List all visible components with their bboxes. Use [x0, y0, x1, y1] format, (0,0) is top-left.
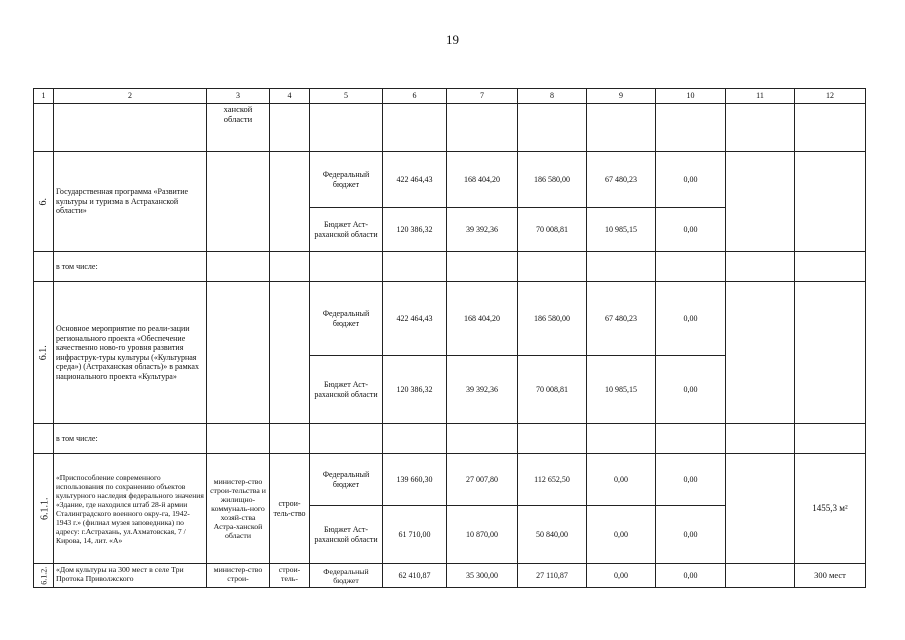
program-name: Государственная программа «Развитие культуры и туризма в Астраханской области» — [54, 152, 207, 252]
executor-cell: ханской области — [207, 104, 270, 152]
subtotal-caption-row — [34, 252, 866, 282]
capacity-cell: 300 мест — [795, 564, 866, 588]
executor-cell: министер-ство строи-тельства и жилищно-коммуналь-ного хозяй-ства Астра-ханской области — [207, 454, 270, 564]
funding-source: Бюджет Аст-раханской области — [310, 506, 383, 564]
table-row: Бюджет Аст-раханской области 120 386,32 39 392,36 70 008,81 10 985,15 0,00 — [34, 208, 866, 252]
table-row: 6. Государственная программа «Развитие культуры и туризма в Астраханской области» Федеральный бюджет 422 464,43 168 404,20 186 580,00 67 480,23 0,00 — [34, 152, 866, 208]
table-row: 6.1.2. «Дом культуры на 300 мест в селе Три Протока Приволжского министер-ство строи- строи-тель- Федеральный бюджет 62 410,87 35 300,00 27 110,87 0,00 0,00 300 мест — [34, 564, 866, 588]
funding-source: Федеральный бюджет — [310, 454, 383, 506]
table-row: 6.1. Основное мероприятие по реали-зации регионального проекта «Обеспечение качественно ново-го уровня развития инфраструк-туры культуры («Культурная среда») (Астраханская область)» в рамках национального проекта «Культура» Федеральный бюджет 422 464,43 168 404,20 186 580,00 67 480,23 0,00 — [34, 282, 866, 356]
row-number: 6.1.1. — [34, 454, 54, 564]
col-header: 11 — [726, 89, 795, 104]
funding-source: Федеральный бюджет — [310, 282, 383, 356]
in-that-number-label: в том числе: — [54, 252, 207, 282]
budget-table — [33, 88, 866, 588]
page-number: 19 — [446, 32, 459, 47]
in-that-number-label: в том числе: — [54, 424, 207, 454]
funding-source: Федеральный бюджет — [310, 564, 383, 588]
table-row: 6.1.1. «Приспособление современного использования по сохранению объектов культурного наследия федерального значения «Здание, где находился штаб 28-й армии Сталинградского военного окру-га, 1942-1943 г.» (филиал музея заповедника) по адресу: г.Астрахань, ул.Ахматовская, 7 / Кирова, 14, лит. «А» министер-ство строи-тельства и жилищно-коммуналь-ного хозяй-ства Астра-ханской области строи-тель-ство Федеральный бюджет 139 660,30 27 007,80 112 652,50 0,00 0,00 1455,3 м² — [34, 454, 866, 506]
table-row: Бюджет Аст-раханской области 120 386,32 39 392,36 70 008,81 10 985,15 0,00 — [34, 356, 866, 424]
row-number: 6.1.2. — [34, 564, 54, 588]
col-header: 7 — [447, 89, 518, 104]
col-header: 10 — [656, 89, 726, 104]
col-header: 5 — [310, 89, 383, 104]
work-type: строи-тель-ство — [270, 454, 310, 564]
funding-source: Бюджет Аст-раханской области — [310, 208, 383, 252]
row-number: 6. — [34, 152, 54, 252]
continuation-row — [34, 104, 866, 152]
funding-source: Бюджет Аст-раханской области — [310, 356, 383, 424]
subtotal-caption-row — [34, 424, 866, 454]
activity-name: Основное мероприятие по реали-зации регионального проекта «Обеспечение качественно ново-го уровня развития инфраструк-туры культуры («Культурная среда») (Астраханская область)» в рамках национального проекта «Культура» — [54, 282, 207, 424]
col-header: 3 — [207, 89, 270, 104]
col-header: 2 — [54, 89, 207, 104]
col-header: 4 — [270, 89, 310, 104]
header-row — [34, 89, 866, 104]
col-header: 6 — [383, 89, 447, 104]
col-header: 12 — [795, 89, 866, 104]
object-name: «Дом культуры на 300 мест в селе Три Протока Приволжского — [54, 564, 207, 588]
col-header: 8 — [518, 89, 587, 104]
table-row: Бюджет Аст-раханской области 61 710,00 10 870,00 50 840,00 0,00 0,00 — [34, 506, 866, 564]
col-header: 9 — [587, 89, 656, 104]
capacity-cell: 1455,3 м² — [795, 454, 866, 564]
col-header: 1 — [34, 89, 54, 104]
row-number: 6.1. — [34, 282, 54, 424]
object-name: «Приспособление современного использования по сохранению объектов культурного наследия федерального значения «Здание, где находился штаб 28-й армии Сталинградского военного окру-га, 1942-1943 г.» (филиал музея заповедника) по адресу: г.Астрахань, ул.Ахматовская, 7 / Кирова, 14, лит. «А» — [54, 454, 207, 564]
funding-source: Федеральный бюджет — [310, 152, 383, 208]
work-type: строи-тель- — [270, 564, 310, 588]
executor-cell: министер-ство строи- — [207, 564, 270, 588]
